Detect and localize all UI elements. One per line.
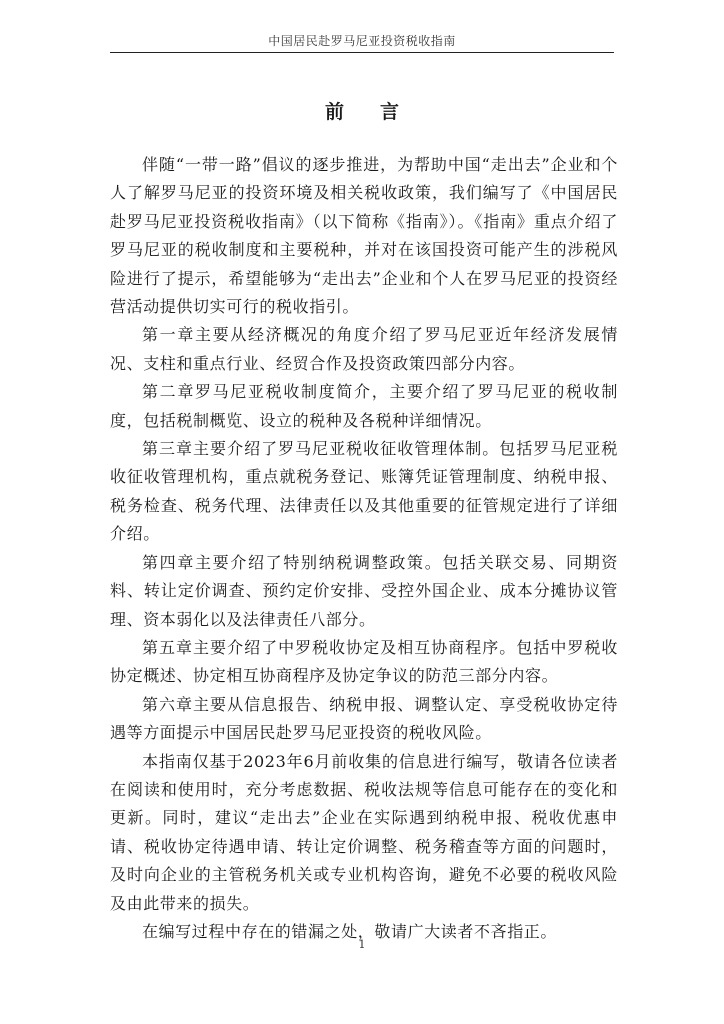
paragraph-closing: 在编写过程中存在的错漏之处，敬请广大读者不吝指正。	[142, 921, 558, 941]
paragraph-chapter-5: 第五章主要介绍了中罗税收协定及相互协商程序。包括中罗税收协定概述、协定相互协商程序及协定争议的防范三部分内容。	[110, 637, 618, 686]
paragraph-intro: 伴随“一带一路”倡议的逐步推进，为帮助中国“走出去”企业和个人了解罗马尼亚的投资环境及相关税收政策，我们编写了《中国居民赴罗马尼亚投资税收指南》（以下简称《指南》）。《指南》重点介绍了罗马尼亚的税收制度和主要税种，并对在该国投资可能产生的涉税风险进行了提示，希望能够为“走出去”企业和个人在罗马尼亚的投资经营活动提供切实可行的税收指引。	[110, 155, 618, 317]
paragraph-chapter-2: 第二章罗马尼亚税收制度简介，主要介绍了罗马尼亚的税收制度，包括税制概览、设立的税种及各税种详细情况。	[110, 382, 618, 430]
paragraph-disclaimer: 本指南仅基于2023年6月前收集的信息进行编写，敬请各位读者在阅读和使用时，充分考虑数据、税收法规等信息可能存在的变化和更新。同时，建议“走出去”企业在实际遇到纳税申报、税收优惠申请、税收协定待遇申请、转让定价调整、税务稽查等方面的问题时，及时向企业的主管税务机关或专业机构咨询，避免不必要的税收风险及由此带来的损失。	[110, 751, 618, 913]
page-number: 1	[358, 938, 366, 951]
body-text	[110, 151, 618, 946]
paragraph-chapter-6: 第六章主要从信息报告、纳税申报、调整认定、享受税收协定待遇等方面提示中国居民赴罗马尼亚投资的税收风险。	[110, 694, 618, 743]
paragraph-chapter-3: 第三章主要介绍了罗马尼亚税收征收管理体制。包括罗马尼亚税收征收管理机构，重点就税务登记、账簿凭证管理制度、纳税申报、税务检查、税务代理、法律责任以及其他重要的征管规定进行了详细介绍。	[110, 439, 618, 544]
paragraph-chapter-1: 第一章主要从经济概况的角度介绍了罗马尼亚近年经济发展情况、支柱和重点行业、经贸合作及投资政策四部分内容。	[110, 325, 618, 373]
paragraph-chapter-4: 第四章主要介绍了特别纳税调整政策。包括关联交易、同期资料、转让定价调查、预约定价安排、受控外国企业、成本分摊协议管理、资本弱化以及法律责任八部分。	[110, 552, 618, 629]
header-divider	[110, 52, 614, 53]
running-header: 中国居民赴罗马尼亚投资税收指南	[268, 34, 456, 48]
page-title: 前言	[324, 101, 435, 123]
